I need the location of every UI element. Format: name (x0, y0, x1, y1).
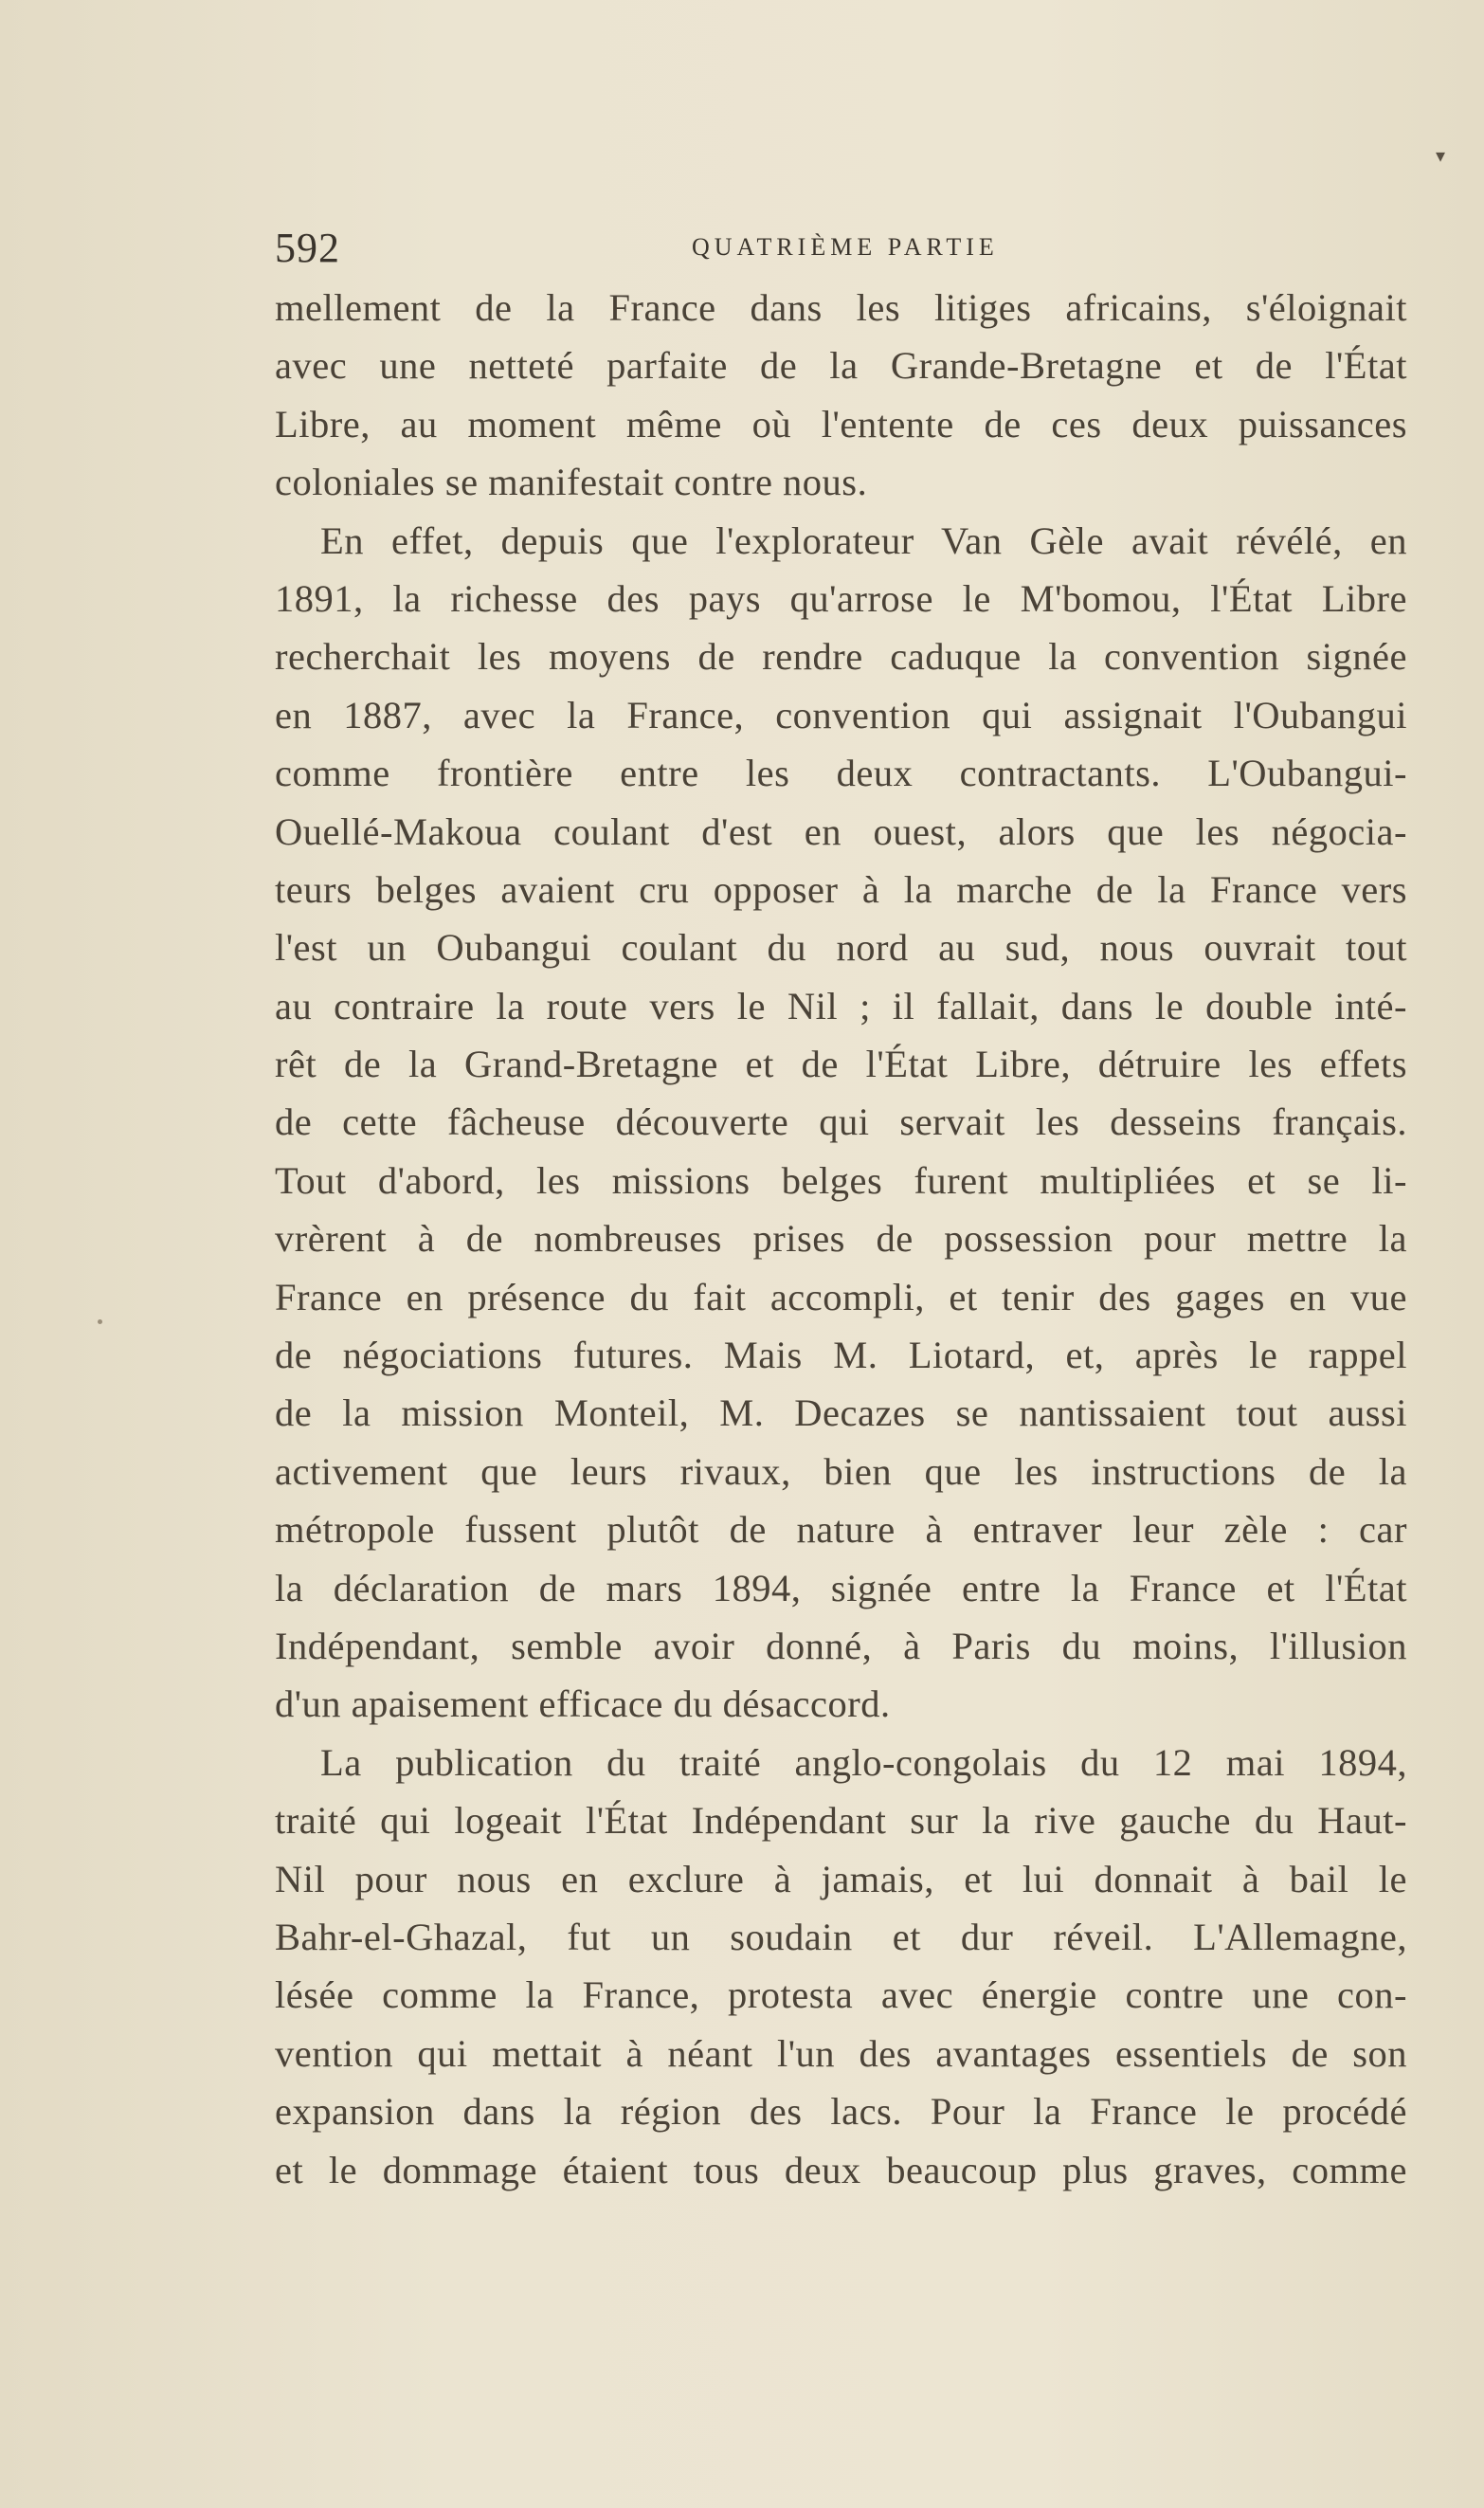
text-line: En effet, depuis que l'explorateur Van Gèle avait révélé, en (320, 518, 1407, 562)
text-line: d'un apaisement efficace du désaccord. (275, 1682, 891, 1726)
text-line: rêt de la Grand-Bretagne et de l'État Libre, détruire les effets (275, 1043, 1407, 1086)
corner-mark: ▾ (1436, 144, 1446, 167)
text-line: mellement de la France dans les litiges africains, s'éloignait (275, 286, 1407, 329)
page-header (275, 224, 1421, 281)
text-line: de cette fâcheuse découverte qui servait les desseins français. (275, 1100, 1407, 1144)
text-line: en 1887, avec la France, convention qui assignait l'Oubangui (275, 693, 1407, 736)
text-line: lésée comme la France, protesta avec énergie contre une con- (275, 1973, 1407, 2017)
text-line: activement que leurs rivaux, bien que les instructions de la (275, 1449, 1407, 1493)
text-line: expansion dans la région des lacs. Pour la France le procédé (275, 2090, 1407, 2134)
text-line: Bahr-el-Ghazal, fut un soudain et dur réveil. L'Allemagne, (275, 1915, 1407, 1958)
page-number: 592 (275, 225, 340, 271)
text-line: 1891, la richesse des pays qu'arrose le M'bomou, l'État Libre (275, 576, 1407, 620)
text-line: La publication du traité anglo-congolais du 12 mai 1894, (320, 1740, 1407, 1784)
text-line: Indépendant, semble avoir donné, à Paris du moins, l'illusion (275, 1624, 1407, 1667)
text-line: au contraire la route vers le Nil ; il fallait, dans le double inté- (275, 984, 1407, 1027)
text-line: comme frontière entre les deux contractants. L'Oubangui- (275, 752, 1407, 795)
text-line: France en présence du fait accompli, et tenir des gages en vue (275, 1275, 1407, 1318)
text-line: vention qui mettait à néant l'un des avantages essentiels de son (275, 2031, 1407, 2075)
text-line: Tout d'abord, les missions belges furent multipliées et se li- (275, 1158, 1407, 1202)
text-line: recherchait les moyens de rendre caduque la convention signée (275, 635, 1407, 679)
text-line: de négociations futures. Mais M. Liotard, et, après le rappel (275, 1334, 1407, 1377)
text-line: coloniales se manifestait contre nous. (275, 461, 868, 504)
text-line: l'est un Oubangui coulant du nord au sud, nous ouvrait tout (275, 926, 1407, 970)
text-line: Libre, au moment même où l'entente de ces deux puissances (275, 402, 1407, 445)
running-title: QUATRIÈME PARTIE (692, 233, 999, 261)
text-line: la déclaration de mars 1894, signée entre la France et l'État (275, 1566, 1407, 1609)
body-text (275, 279, 1407, 2199)
text-line: Nil pour nous en exclure à jamais, et lui donnait à bail le (275, 1857, 1407, 1900)
text-line: Ouellé-Makoua coulant d'est en ouest, alors que les négocia- (275, 809, 1407, 853)
text-line: et le dommage étaient tous deux beaucoup plus graves, comme (275, 2148, 1407, 2191)
margin-dot (98, 1319, 102, 1324)
text-line: métropole fussent plutôt de nature à entraver leur zèle : car (275, 1508, 1407, 1552)
text-line: vrèrent à de nombreuses prises de possession pour mettre la (275, 1217, 1407, 1261)
text-line: traité qui logeait l'État Indépendant sur la rive gauche du Haut- (275, 1799, 1407, 1843)
text-line: de la mission Monteil, M. Decazes se nantissaient tout aussi (275, 1391, 1407, 1435)
text-line: avec une netteté parfaite de la Grande-Bretagne et de l'État (275, 344, 1407, 388)
text-line: teurs belges avaient cru opposer à la marche de la France vers (275, 867, 1407, 911)
